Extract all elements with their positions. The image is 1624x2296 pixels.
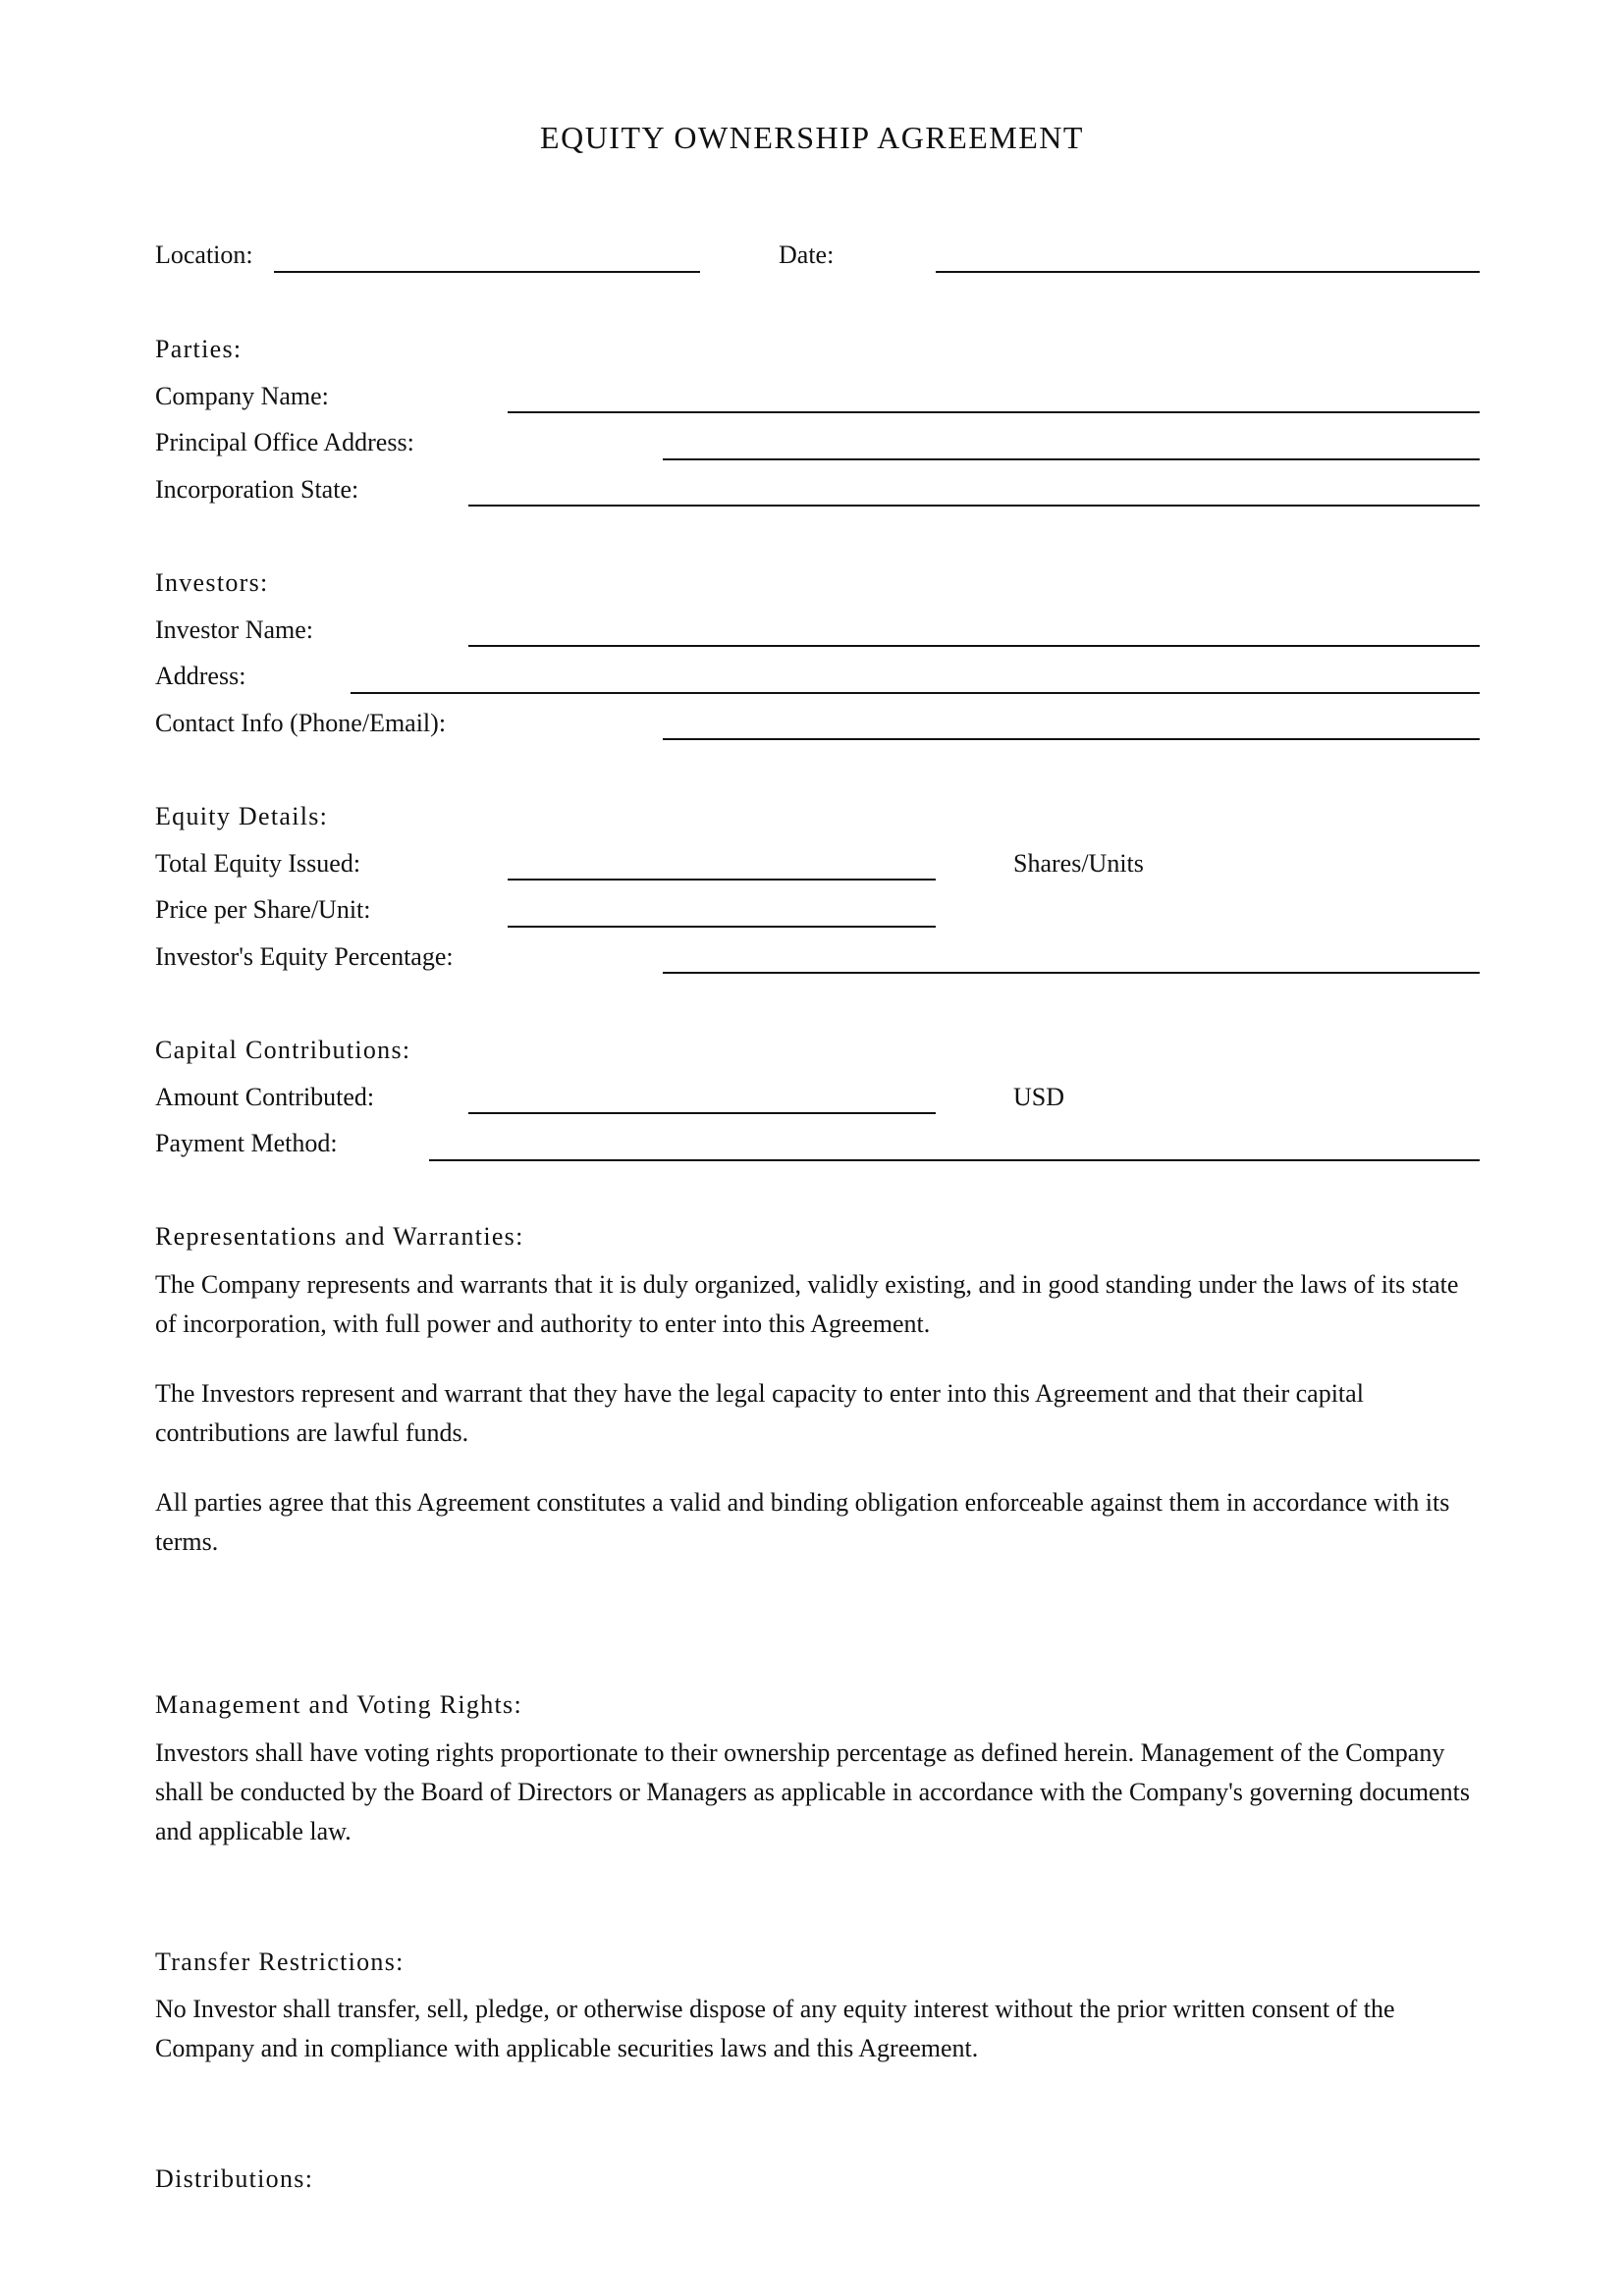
- management-heading: Management and Voting Rights:: [155, 1690, 522, 1719]
- payment-method-field[interactable]: [429, 1159, 1480, 1161]
- principal-office-field[interactable]: [663, 458, 1480, 460]
- distributions-heading: Distributions:: [155, 2164, 314, 2193]
- amount-contributed-label: Amount Contributed:: [155, 1083, 375, 1111]
- transfer-heading: Transfer Restrictions:: [155, 1948, 405, 1976]
- location-field[interactable]: [274, 271, 700, 273]
- incorporation-state-field[interactable]: [468, 505, 1480, 507]
- investor-address-field[interactable]: [351, 692, 1480, 694]
- payment-method-label: Payment Method:: [155, 1129, 338, 1157]
- equity-details-heading: Equity Details:: [155, 802, 329, 830]
- date-label: Date:: [779, 240, 835, 269]
- total-equity-field[interactable]: [508, 879, 936, 881]
- contact-info-label: Contact Info (Phone/Email):: [155, 709, 447, 737]
- equity-percentage-field[interactable]: [663, 972, 1480, 974]
- company-name-field[interactable]: [508, 411, 1480, 413]
- investor-name-label: Investor Name:: [155, 615, 314, 644]
- company-name-label: Company Name:: [155, 382, 329, 410]
- location-label: Location:: [155, 240, 253, 269]
- contact-info-field[interactable]: [663, 738, 1480, 740]
- representations-paragraph-3: All parties agree that this Agreement constitutes a valid and binding obligation enforceable against them in accordance with its terms.: [155, 1488, 1450, 1556]
- investor-name-field[interactable]: [468, 645, 1480, 647]
- equity-percentage-label: Investor's Equity Percentage:: [155, 942, 454, 971]
- amount-contributed-field[interactable]: [468, 1112, 936, 1114]
- investor-address-label: Address:: [155, 662, 246, 690]
- capital-contributions-heading: Capital Contributions:: [155, 1036, 411, 1064]
- parties-heading: Parties:: [155, 335, 243, 363]
- price-per-share-field[interactable]: [508, 926, 936, 928]
- representations-paragraph-2: The Investors represent and warrant that they have the legal capacity to enter into this Agreement and that their capital contributions are lawful funds.: [155, 1379, 1364, 1447]
- representations-heading: Representations and Warranties:: [155, 1222, 524, 1251]
- amount-currency: USD: [1013, 1083, 1065, 1111]
- management-paragraph: Investors shall have voting rights proportionate to their ownership percentage as defined herein. Management of the Company shall be conducted by the Board of Directors or Managers as applicable in accordance with the Company's governing documents and applicable law.: [155, 1738, 1470, 1845]
- date-field[interactable]: [936, 271, 1480, 273]
- total-equity-unit: Shares/Units: [1013, 849, 1144, 878]
- investors-heading: Investors:: [155, 568, 269, 597]
- document-title: EQUITY OWNERSHIP AGREEMENT: [540, 120, 1084, 155]
- principal-office-label: Principal Office Address:: [155, 428, 414, 456]
- price-per-share-label: Price per Share/Unit:: [155, 895, 371, 924]
- total-equity-label: Total Equity Issued:: [155, 849, 361, 878]
- transfer-paragraph: No Investor shall transfer, sell, pledge, or otherwise dispose of any equity interest without the prior written consent of the Company and in compliance with applicable securities laws and this Agreement.: [155, 1995, 1395, 2062]
- representations-paragraph-1: The Company represents and warrants that it is duly organized, validly existing, and in good standing under the laws of its state of incorporation, with full power and authority to enter into this Agreement.: [155, 1270, 1459, 1338]
- incorporation-state-label: Incorporation State:: [155, 475, 359, 504]
